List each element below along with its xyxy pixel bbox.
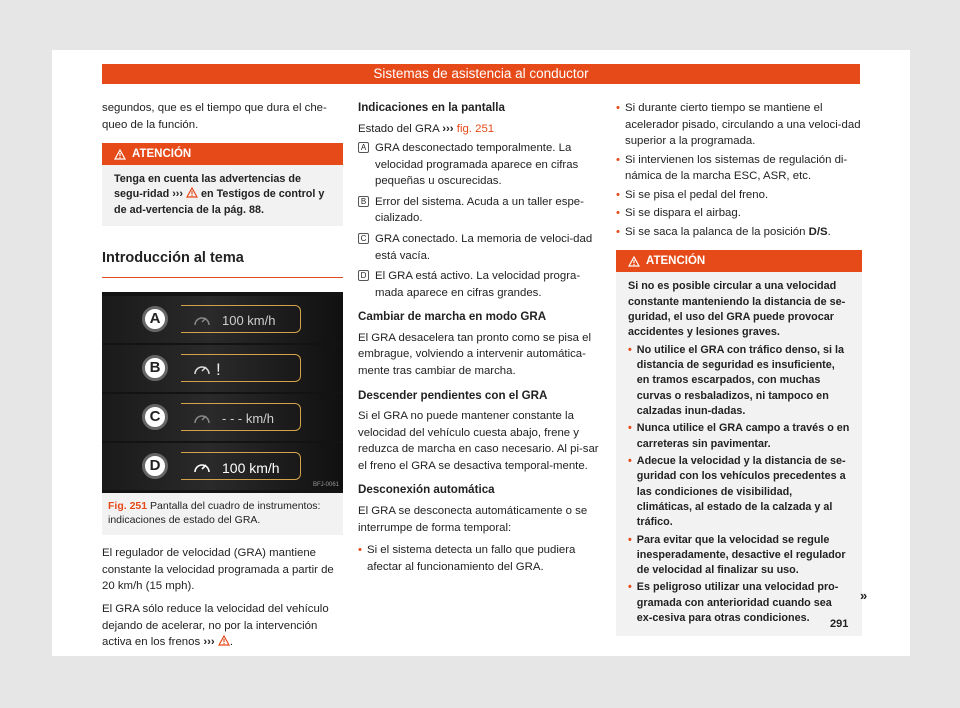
speed-readout: 100 km/h bbox=[222, 313, 276, 329]
bullet-text: Si durante cierto tiempo se mantiene el acelerador pisado, circulando a una veloci-dad superior a la programada. bbox=[625, 102, 861, 148]
bullet-dot-icon: • bbox=[628, 581, 632, 594]
warning-title: ATENCIÓN bbox=[646, 255, 706, 268]
bullet-dot-icon: • bbox=[616, 207, 620, 220]
error-mark: ! bbox=[216, 360, 221, 380]
figure-row-a bbox=[102, 296, 343, 343]
label-a: A bbox=[142, 306, 168, 332]
status-text: Estado del GRA bbox=[358, 122, 440, 135]
figure-row-c bbox=[102, 394, 343, 441]
bullet-item bbox=[616, 100, 862, 150]
warning-text-pre: Tenga en cuenta las advertencias de segu-ridad bbox=[114, 173, 302, 201]
column-right bbox=[616, 100, 862, 650]
bullet-text: Si se dispara el airbag. bbox=[625, 207, 741, 220]
paragraph-text: El GRA sólo reduce la velocidad del vehículo dejando de acelerar, no por la intervención activa en los frenos bbox=[102, 603, 329, 649]
warning-bullet bbox=[628, 454, 850, 531]
column-left bbox=[102, 100, 343, 657]
warning-triangle-icon bbox=[628, 256, 640, 267]
item-text: GRA desconectado temporalmente. La velocidad programada aparece en cifras pequeñas u oscurecidas. bbox=[375, 142, 579, 188]
item-text: GRA conectado. La memoria de veloci-dad está vacía. bbox=[375, 232, 593, 262]
figure-row-b bbox=[102, 345, 343, 392]
reference-arrows: ››› bbox=[203, 636, 215, 649]
continue-marker: » bbox=[860, 588, 868, 603]
bullet-text bbox=[625, 224, 831, 241]
bullet-text: Si intervienen los sistemas de regulación di-námica de la marcha ESC, ASR, etc. bbox=[625, 153, 848, 183]
label-c: C bbox=[142, 404, 168, 430]
item-letter: D bbox=[358, 270, 369, 281]
item-text: Error del sistema. Acuda a un taller espe-cializado. bbox=[375, 195, 584, 225]
speedometer-icon bbox=[192, 361, 212, 377]
paragraph: El regulador de velocidad (GRA) mantiene constante la velocidad programada a partir de 20 km/h (15 mph). bbox=[102, 547, 334, 593]
bullet-text: Para evitar que la velocidad se regule inesperadamente, desactive el regulador de velocidad al finalizar su uso. bbox=[636, 533, 846, 577]
bullet-text: Adecue la velocidad y la distancia de se-guridad con los vehículos precedentes a las condiciones de visibilidad, climáticas, al estado de la calzada y al tráfico. bbox=[636, 454, 846, 529]
bullet-text: Si se pisa el pedal del freno. bbox=[625, 188, 769, 201]
warning-intro: Si no es posible circular a una velocidad constante manteniendo la distancia de se-guridad, el uso del GRA puede provocar accidentes y lesiones graves. bbox=[628, 280, 846, 339]
bullet-dot-icon: • bbox=[616, 102, 620, 114]
bullet-text-pre: Si se saca la palanca de la posición bbox=[625, 225, 806, 238]
bullet-item bbox=[616, 224, 862, 241]
bullet-item bbox=[616, 187, 862, 204]
status-item-c bbox=[358, 231, 601, 264]
speed-readout-empty: - - - km/h bbox=[222, 411, 274, 427]
warning-header bbox=[616, 250, 862, 272]
warning-triangle-icon bbox=[114, 149, 126, 160]
bullet-item bbox=[616, 205, 862, 222]
subheading: Desconexión automática bbox=[358, 483, 495, 497]
gear-position: D/S bbox=[808, 225, 828, 238]
bullet-dot-icon: • bbox=[358, 544, 362, 557]
manual-page bbox=[52, 50, 910, 656]
figure-link[interactable]: fig. 251 bbox=[456, 122, 495, 135]
section-title: Introducción al tema bbox=[102, 248, 343, 278]
bullet-dot-icon: • bbox=[616, 188, 620, 201]
paragraph: Si el GRA no puede mantener constante la velocidad del vehículo cuesta abajo, frene y reduzca de marcha en caso necesario. Al pi-sar el freno el GRA se desactiva temporal-mente. bbox=[358, 410, 599, 472]
item-letter: B bbox=[358, 196, 369, 207]
warning-triangle-icon bbox=[218, 635, 230, 646]
warning-title: ATENCIÓN bbox=[132, 148, 192, 161]
bullet-dot-icon: • bbox=[628, 422, 632, 435]
paragraph: El GRA desacelera tan pronto como se pisa el embrague, volviendo a intervenir automática-mente tras cambiar de marcha. bbox=[358, 331, 592, 377]
warning-bullet bbox=[628, 421, 850, 452]
warning-bullet bbox=[628, 343, 850, 420]
bullet-text: Si el sistema detecta un fallo que pudiera afectar al funcionamiento del GRA. bbox=[367, 544, 576, 573]
bullet-dot-icon: • bbox=[616, 225, 620, 238]
speed-readout-active: 100 km/h bbox=[222, 460, 280, 477]
item-letter: C bbox=[358, 233, 369, 244]
warning-box bbox=[102, 143, 343, 226]
figure-caption bbox=[102, 493, 343, 535]
bullet-item bbox=[616, 152, 862, 185]
page-number: 291 bbox=[830, 618, 849, 630]
column-middle bbox=[358, 100, 601, 577]
paragraph: El GRA sólo reduce la velocidad del vehículo dejando de acelerar, no por la intervención activa en los frenos ››› . bbox=[102, 603, 329, 649]
bullet-text-post: . bbox=[827, 225, 831, 238]
subheading: Descender pendientes con el GRA bbox=[358, 388, 548, 402]
bullet-text: No utilice el GRA con tráfico denso, si la distancia de seguridad es insuficiente, en tramos escarpados, con muchas curvas o resbaladizos, ni tampoco en calzadas inun-dadas. bbox=[636, 343, 844, 417]
bullet-dot-icon: • bbox=[628, 533, 632, 546]
warning-text-post: en Testigos de control y de ad-vertencia de la pág. 88. bbox=[114, 188, 325, 216]
warning-body bbox=[616, 272, 862, 636]
figure-code: BFJ-0061 bbox=[312, 482, 339, 489]
reference-arrows: ››› bbox=[172, 188, 183, 201]
caption-label: Fig. 251 bbox=[108, 500, 148, 513]
paragraph: El GRA se desconecta automáticamente o se interrumpe de forma temporal: bbox=[358, 505, 588, 534]
warning-bullet bbox=[628, 580, 850, 626]
figure-row-d bbox=[102, 443, 343, 490]
bullet-text: Nunca utilice el GRA campo a través o en carreteras sin pavimentar. bbox=[636, 422, 850, 450]
warning-header bbox=[102, 143, 343, 165]
reference-arrows: ››› bbox=[442, 122, 454, 135]
item-text: El GRA está activo. La velocidad progra-mada aparece en cifras grandes. bbox=[375, 270, 581, 299]
speedometer-icon bbox=[192, 410, 212, 426]
warning-triangle-icon bbox=[186, 187, 198, 198]
bullet-text: Es peligroso utilizar una velocidad pro-gramada con anterioridad cuando sea ex-cesiva para otras condiciones. bbox=[636, 581, 839, 625]
bullet-dot-icon: • bbox=[628, 343, 632, 356]
speedometer-icon bbox=[192, 459, 212, 475]
page-header: Sistemas de asistencia al conductor bbox=[102, 64, 860, 84]
warning-box bbox=[616, 250, 862, 636]
label-d: D bbox=[142, 453, 168, 479]
caption-text: Pantalla del cuadro de instrumentos: indicaciones de estado del GRA. bbox=[108, 500, 321, 527]
intro-text: segundos, que es el tiempo que dura el che-queo de la función. bbox=[102, 102, 327, 131]
bullet-item bbox=[358, 542, 601, 575]
subheading: Indicaciones en la pantalla bbox=[358, 101, 505, 114]
subheading: Cambiar de marcha en modo GRA bbox=[358, 310, 547, 324]
item-letter: A bbox=[358, 142, 369, 153]
label-b: B bbox=[142, 355, 168, 381]
bullet-dot-icon: • bbox=[628, 454, 632, 467]
bullet-dot-icon: • bbox=[616, 153, 620, 166]
warning-bullet bbox=[628, 533, 850, 579]
status-item-b bbox=[358, 194, 601, 227]
speedometer-icon bbox=[192, 312, 212, 328]
instrument-cluster-figure bbox=[102, 292, 343, 493]
status-item-a bbox=[358, 140, 601, 190]
status-line bbox=[358, 121, 601, 138]
status-item-d bbox=[358, 268, 601, 301]
warning-body bbox=[102, 165, 343, 226]
